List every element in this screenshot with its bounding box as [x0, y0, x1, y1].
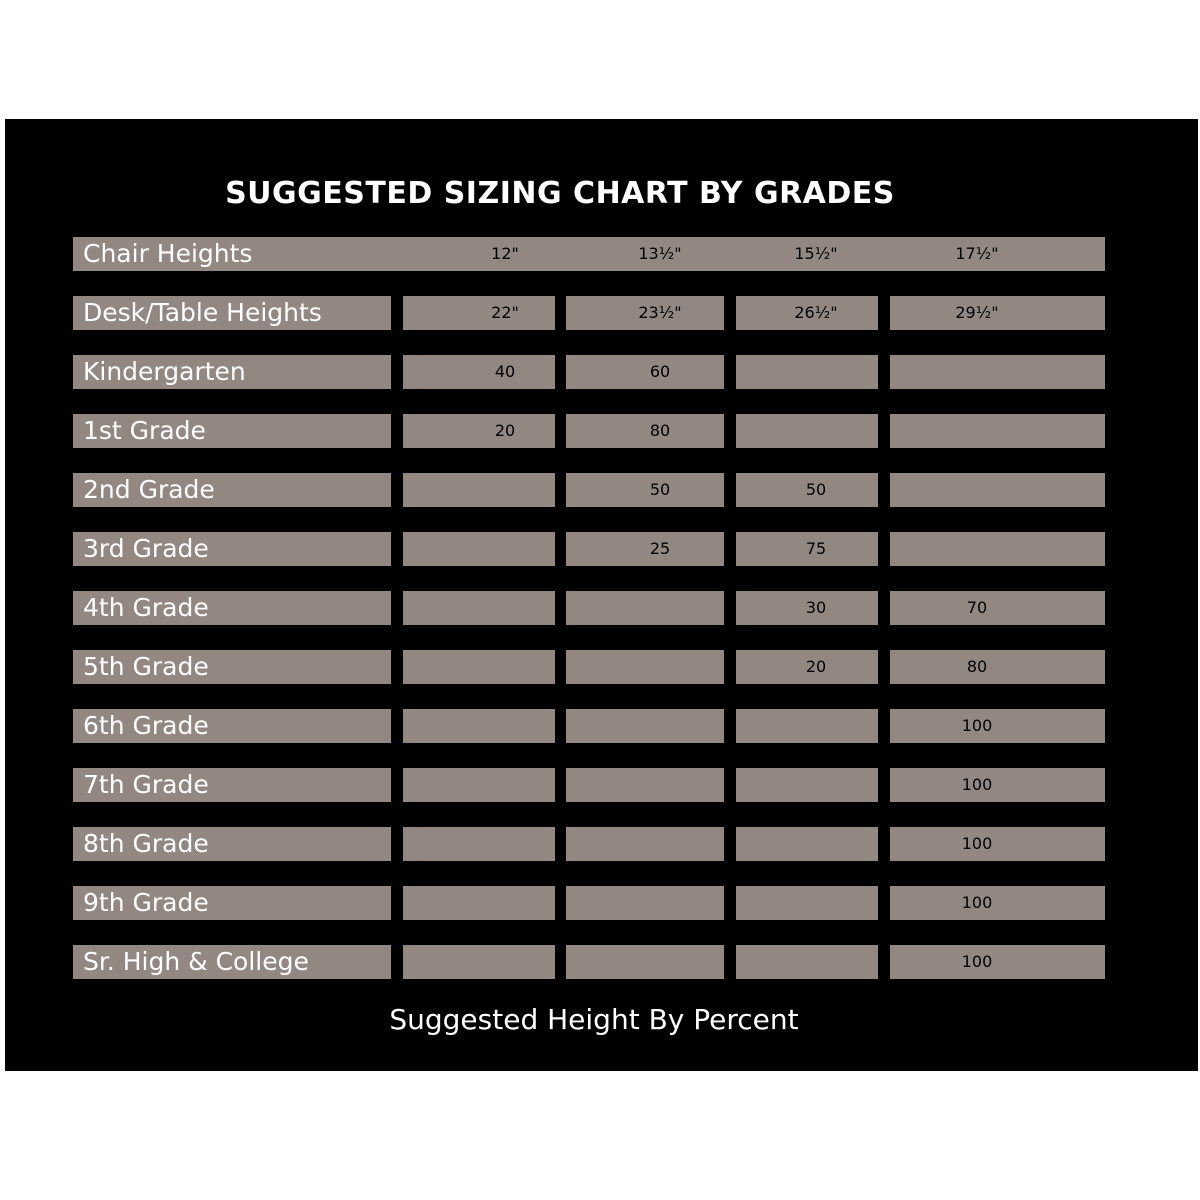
value-cell — [403, 945, 555, 979]
value-cell — [736, 709, 878, 743]
table-row — [0, 945, 1200, 979]
value-cell — [890, 591, 1105, 625]
value-cell — [736, 768, 878, 802]
value-cell — [566, 650, 724, 684]
percent-value: 50 — [649, 480, 671, 499]
value-cell — [403, 591, 555, 625]
value-cell — [890, 473, 1105, 507]
table-row — [0, 886, 1200, 920]
row-label-cell — [73, 532, 391, 566]
percent-value: 50 — [805, 480, 827, 499]
header-value: 22" — [491, 303, 519, 322]
row-label-cell — [73, 886, 391, 920]
chart-caption: Suggested Height By Percent — [389, 1003, 799, 1036]
percent-value: 100 — [961, 893, 993, 912]
value-cell — [736, 827, 878, 861]
header-value: 13½" — [638, 244, 682, 263]
row-label-cell — [73, 473, 391, 507]
table-row — [0, 591, 1200, 625]
row-label-cell — [73, 650, 391, 684]
value-cell — [566, 827, 724, 861]
row-label-cell — [73, 945, 391, 979]
row-label: 6th Grade — [83, 711, 209, 740]
percent-value: 70 — [966, 598, 988, 617]
value-cell — [403, 886, 555, 920]
row-label-cell — [73, 296, 391, 330]
table-row — [0, 827, 1200, 861]
row-label: 2nd Grade — [83, 475, 215, 504]
chair-heights-row — [0, 237, 1200, 271]
row-label: Desk/Table Heights — [83, 298, 322, 327]
value-cell — [566, 886, 724, 920]
row-label-cell — [73, 768, 391, 802]
chart-title: SUGGESTED SIZING CHART BY GRADES — [225, 176, 895, 211]
value-cell — [890, 650, 1105, 684]
value-cell — [403, 296, 555, 330]
row-label: 1st Grade — [83, 416, 206, 445]
percent-value: 75 — [805, 539, 827, 558]
value-cell — [890, 709, 1105, 743]
row-label-cell — [73, 591, 391, 625]
row-label: Sr. High & College — [83, 947, 309, 976]
value-cell — [566, 414, 724, 448]
value-cell — [890, 945, 1105, 979]
row-label: 8th Grade — [83, 829, 209, 858]
percent-value: 30 — [805, 598, 827, 617]
row-label: 3rd Grade — [83, 534, 209, 563]
row-label-cell — [73, 709, 391, 743]
value-cell — [890, 532, 1105, 566]
header-value: 15½" — [794, 244, 838, 263]
value-cell — [736, 945, 878, 979]
value-cell — [890, 414, 1105, 448]
row-label: 7th Grade — [83, 770, 209, 799]
value-cell — [403, 355, 555, 389]
percent-value: 100 — [961, 952, 993, 971]
row-label-cell — [73, 355, 391, 389]
value-cell — [566, 709, 724, 743]
value-cell — [736, 414, 878, 448]
table-row — [0, 532, 1200, 566]
percent-value: 20 — [494, 421, 516, 440]
percent-value: 80 — [966, 657, 988, 676]
value-cell — [566, 355, 724, 389]
value-cell — [403, 709, 555, 743]
value-cell — [403, 414, 555, 448]
percent-value: 100 — [961, 775, 993, 794]
value-cell — [566, 768, 724, 802]
table-row — [0, 768, 1200, 802]
header-value: 17½" — [955, 244, 999, 263]
value-cell — [403, 532, 555, 566]
row-label: 5th Grade — [83, 652, 209, 681]
value-cell — [736, 355, 878, 389]
value-cell — [890, 827, 1105, 861]
value-cell — [890, 886, 1105, 920]
value-cell — [403, 827, 555, 861]
percent-value: 80 — [649, 421, 671, 440]
value-cell — [403, 650, 555, 684]
row-label-cell — [73, 414, 391, 448]
value-cell — [566, 473, 724, 507]
header-value: 29½" — [955, 303, 999, 322]
row-label: Kindergarten — [83, 357, 246, 386]
value-cell — [890, 768, 1105, 802]
percent-value: 100 — [961, 716, 993, 735]
table-row — [0, 473, 1200, 507]
value-cell — [403, 473, 555, 507]
percent-value: 40 — [494, 362, 516, 381]
desk-heights-row — [0, 296, 1200, 330]
value-cell — [403, 768, 555, 802]
table-row — [0, 414, 1200, 448]
header-value: 12" — [491, 244, 519, 263]
table-row — [0, 650, 1200, 684]
value-cell — [890, 355, 1105, 389]
percent-value: 25 — [649, 539, 671, 558]
row-label: 4th Grade — [83, 593, 209, 622]
header-value: 23½" — [638, 303, 682, 322]
chair-heights-bar — [73, 237, 1105, 271]
row-label: Chair Heights — [83, 239, 253, 268]
row-label: 9th Grade — [83, 888, 209, 917]
row-label-cell — [73, 827, 391, 861]
header-value: 26½" — [794, 303, 838, 322]
table-row — [0, 709, 1200, 743]
value-cell — [566, 532, 724, 566]
percent-value: 60 — [649, 362, 671, 381]
table-row — [0, 355, 1200, 389]
percent-value: 20 — [805, 657, 827, 676]
value-cell — [566, 591, 724, 625]
value-cell — [736, 886, 878, 920]
value-cell — [566, 945, 724, 979]
percent-value: 100 — [961, 834, 993, 853]
